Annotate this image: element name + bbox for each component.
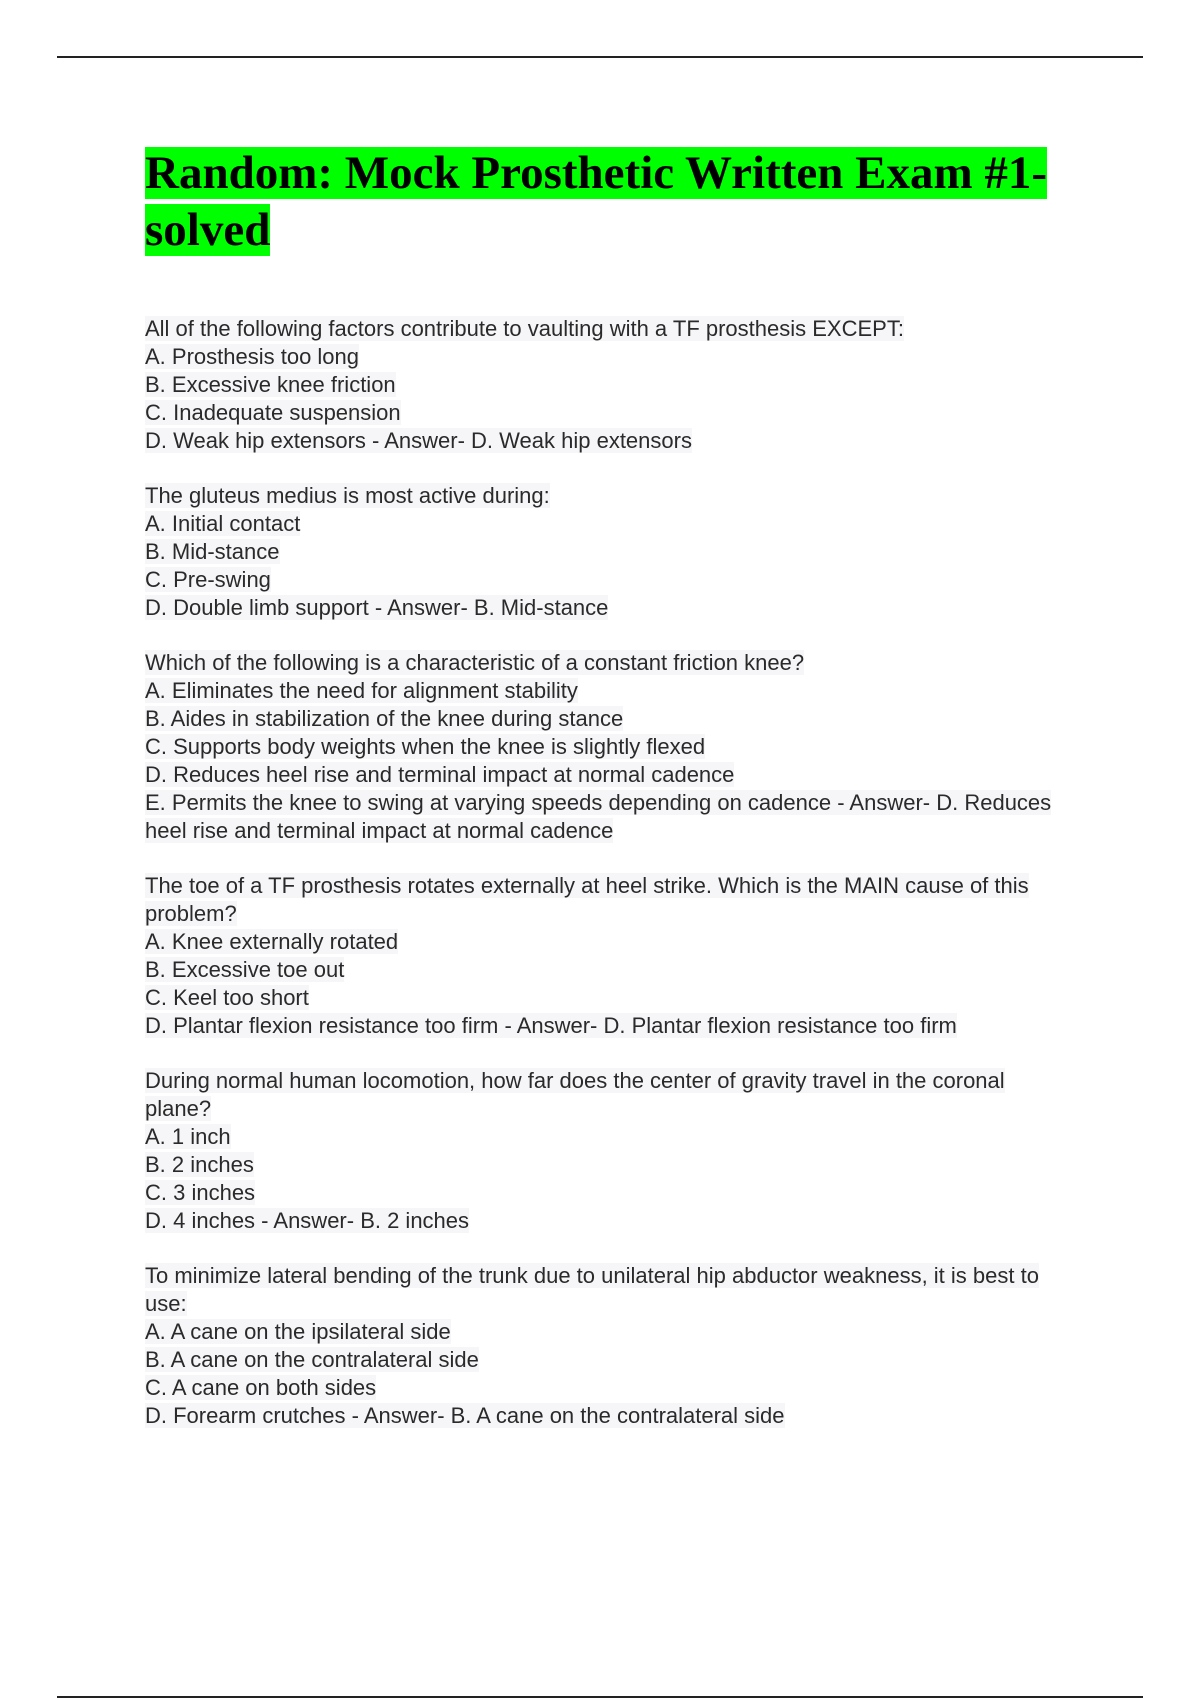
document-body	[145, 145, 1075, 1457]
question-list	[145, 315, 1075, 1430]
answer-option: A. Knee externally rotated	[145, 929, 399, 954]
footer-rule	[57, 1696, 1143, 1698]
question-stem: To minimize lateral bending of the trunk due to unilateral hip abductor weakness, it is best to use:	[145, 1263, 1039, 1316]
answer-option: B. A cane on the contralateral side	[145, 1347, 479, 1372]
answer-option: B. 2 inches	[145, 1152, 254, 1177]
question-stem: Which of the following is a characteristic of a constant friction knee?	[145, 650, 805, 675]
answer-option: C. 3 inches	[145, 1180, 256, 1205]
question-1	[145, 315, 1075, 455]
answer-option: D. Plantar flexion resistance too firm - Answer- D. Plantar flexion resistance too firm	[145, 1013, 957, 1038]
answer-option: A. Prosthesis too long	[145, 344, 360, 369]
question-3	[145, 649, 1075, 845]
answer-option: A. A cane on the ipsilateral side	[145, 1319, 451, 1344]
answer-option: A. Initial contact	[145, 511, 301, 536]
document-title-text: Random: Mock Prosthetic Written Exam #1-solved	[145, 147, 1048, 256]
answer-option: C. Pre-swing	[145, 567, 271, 592]
answer-option: D. Double limb support - Answer- B. Mid-stance	[145, 595, 609, 620]
answer-option: E. Permits the knee to swing at varying speeds depending on cadence - Answer- D. Reduces heel rise and terminal impact at normal cadence	[145, 790, 1052, 843]
question-6	[145, 1262, 1075, 1430]
answer-option: A. 1 inch	[145, 1124, 231, 1149]
question-stem: All of the following factors contribute to vaulting with a TF prosthesis EXCEPT:	[145, 316, 904, 341]
question-stem: The gluteus medius is most active during:	[145, 483, 550, 508]
answer-option: B. Mid-stance	[145, 539, 280, 564]
header-rule	[57, 56, 1143, 58]
answer-option: D. Reduces heel rise and terminal impact at normal cadence	[145, 762, 735, 787]
question-2	[145, 482, 1075, 622]
answer-option: C. Inadequate suspension	[145, 400, 401, 425]
answer-option: C. Keel too short	[145, 985, 309, 1010]
answer-option: A. Eliminates the need for alignment stability	[145, 678, 578, 703]
answer-option: C. Supports body weights when the knee is slightly flexed	[145, 734, 706, 759]
answer-option: B. Excessive knee friction	[145, 372, 396, 397]
question-stem: The toe of a TF prosthesis rotates externally at heel strike. Which is the MAIN cause of this problem?	[145, 873, 1029, 926]
question-stem: During normal human locomotion, how far does the center of gravity travel in the coronal plane?	[145, 1068, 1005, 1121]
answer-option: D. Weak hip extensors - Answer- D. Weak hip extensors	[145, 428, 692, 453]
question-4	[145, 872, 1075, 1040]
answer-option: B. Aides in stabilization of the knee during stance	[145, 706, 624, 731]
answer-option: D. 4 inches - Answer- B. 2 inches	[145, 1208, 470, 1233]
document-title	[145, 145, 1075, 259]
answer-option: D. Forearm crutches - Answer- B. A cane on the contralateral side	[145, 1403, 785, 1428]
answer-option: C. A cane on both sides	[145, 1375, 377, 1400]
question-5	[145, 1067, 1075, 1235]
answer-option: B. Excessive toe out	[145, 957, 345, 982]
